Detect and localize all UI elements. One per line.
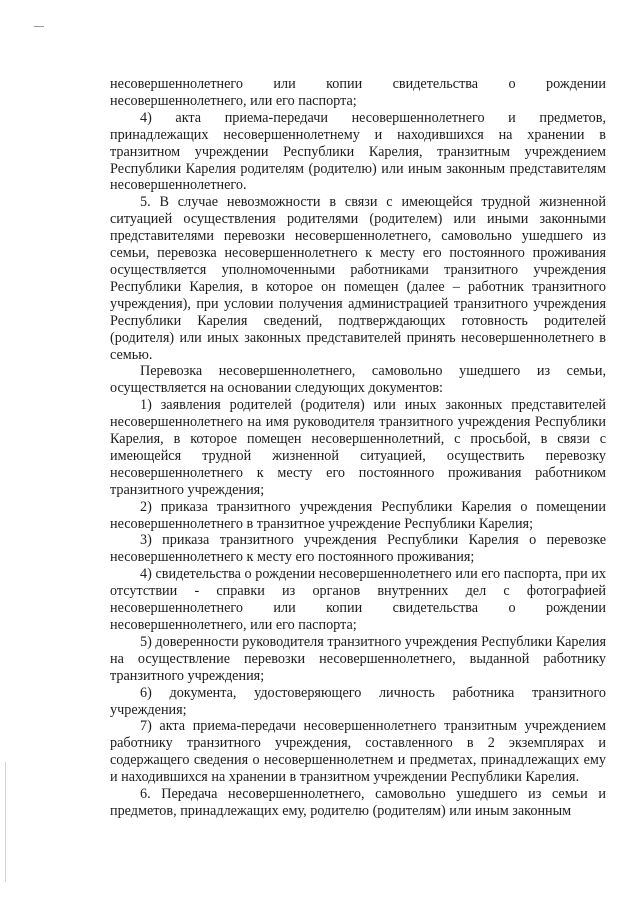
paragraph-item-4-certificate: 4) свидетельства о рождении несовершеннолетнего или его паспорта, при их отсутствии - справки из органов внутренних дел с фотографией несовершеннолетнего или копии свидетельства о рождении несовершеннолетнего, или его паспорта;: [110, 566, 606, 633]
paragraph-item-7-act: 7) акта приема-передачи несовершеннолетнего транзитным учреждением работнику транзитного учреждения, составленного в 2 экземплярах и содержащего сведения о несовершеннолетнем и предметах, принадлежащих ему и находившихся на хранении в транзитном учреждении Республики Карелия.: [110, 718, 606, 786]
paragraph-item-1-application: 1) заявления родителей (родителя) или иных законных представителей несовершеннолетнего на имя руководителя транзитного учреждения Республики Карелия, в которое помещен несовершеннолетний, с просьбой, в связи с имеющейся трудной жизненной ситуацией, осуществить перевозку несовершеннолетнего к месту его постоянного проживания работником транзитного учреждения;: [110, 397, 606, 498]
paragraph-transport-basis: Перевозка несовершеннолетнего, самовольно ушедшего из семьи, осуществляется на основании следующих документов:: [110, 363, 606, 397]
scan-edge-line: [5, 762, 6, 882]
paragraph-point-6: 6. Передача несовершеннолетнего, самовольно ушедшего из семьи и предметов, принадлежащих ему, родителю (родителям) или иным законным: [110, 786, 606, 819]
paragraph-item-3-order: 3) приказа транзитного учреждения Республики Карелия о перевозке несовершеннолетнего к месту его постоянного проживания;: [110, 532, 606, 566]
document-body: [110, 76, 606, 820]
paragraph-continuation: несовершеннолетнего или копии свидетельства о рождении несовершеннолетнего, или его паспорта;: [110, 76, 606, 109]
scan-mark: [34, 26, 44, 27]
paragraph-item-4-act: 4) акта приема-передачи несовершеннолетнего и предметов, принадлежащих несовершеннолетнему и находившихся на хранении в транзитном учреждении Республики Карелия, транзитным учреждением Республики Карелия родителям (родителю) или иным законным представителям несовершеннолетнего.: [110, 109, 606, 194]
paragraph-item-6-identity-document: 6) документа, удостоверяющего личность работника транзитного учреждения;: [110, 684, 606, 718]
paragraph-item-2-order: 2) приказа транзитного учреждения Республики Карелия о помещении несовершеннолетнего в транзитное учреждение Республики Карелия;: [110, 498, 606, 532]
paragraph-point-5: 5. В случае невозможности в связи с имеющейся трудной жизненной ситуацией осуществления родителями (родителем) или иными законными представителями перевозки несовершеннолетнего, самовольно ушедшего из семьи, перевозка несовершеннолетнего к месту его постоянного проживания осуществляется уполномоченными работниками транзитного учреждения Республики Карелия, в которое он помещен (далее – работник транзитного учреждения), при условии получения администрацией транзитного учреждения Республики Карелия сведений, подтверждающих готовность родителей (родителя) или иных законных представителей принять несовершеннолетнего в семью.: [110, 194, 606, 363]
paragraph-item-5-power-of-attorney: 5) доверенности руководителя транзитного учреждения Республики Карелия на осуществление перевозки несовершеннолетнего, выданной работнику транзитного учреждения;: [110, 633, 606, 684]
